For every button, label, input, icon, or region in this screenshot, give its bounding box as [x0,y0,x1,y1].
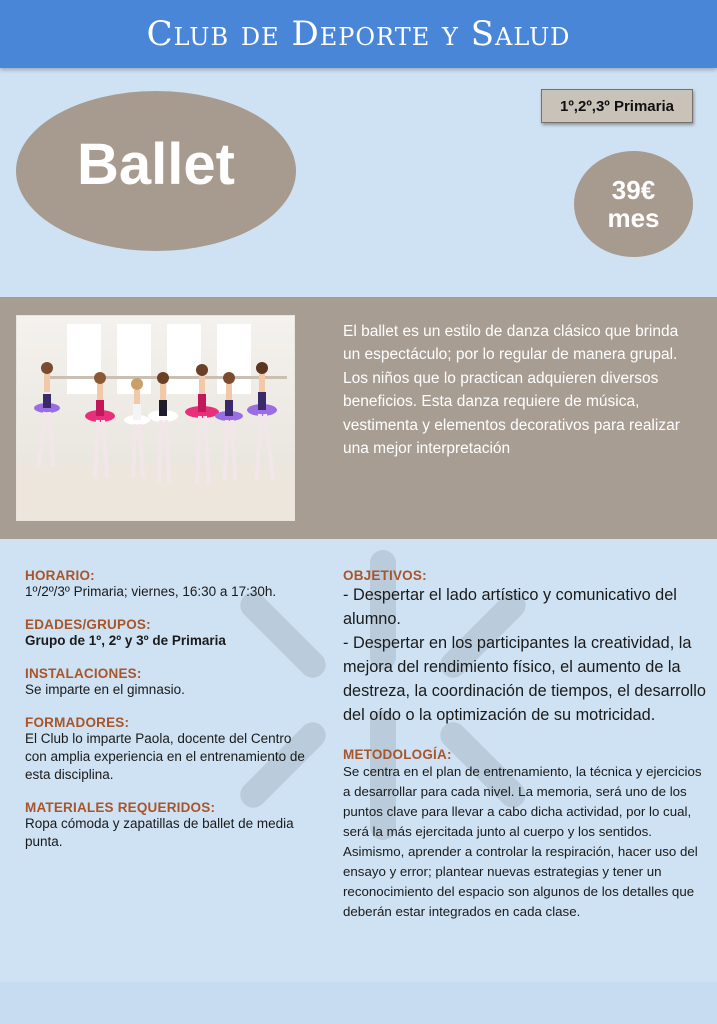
section-materiales [25,800,315,851]
metodologia-paragraph: Asimismo, aprender a controlar la respiración, hacer uso del ensayo y error; plantear nuevas estrategias y tener un reconocimiento del espacio son algunos de los detalles que deberán estar integrados en cada clase. [343,844,698,919]
formadores-heading: FORMADORES: [25,715,130,730]
instalaciones-text: Se imparte en el gimnasio. [25,682,185,697]
section-metodologia [343,747,708,922]
metodologia-paragraph: Se centra en el plan de entrenamiento, la técnica y ejercicios a desarrollar para cada nivel. La memoria, será uno de los puntos clave para llevar a cabo dicha actividad, por lo cual, será la más ejercitada junto al cuerpo y los sentidos. [343,764,702,839]
header-bar [0,0,717,68]
instalaciones-heading: INSTALACIONES: [25,666,142,681]
footer-strip [0,982,717,1024]
ballet-photo [16,315,295,521]
section-objetivos [343,568,708,727]
objetivo-item: - Despertar el lado artístico y comunicativo del alumno. [343,586,677,628]
price-badge [574,151,693,257]
details-column [343,568,708,938]
section-horario [25,568,315,601]
formadores-text: El Club lo imparte Paola, docente del Centro con amplia experiencia en el entrenamiento de esta disciplina. [25,731,305,782]
metodologia-heading: METODOLOGÍA: [343,747,452,762]
materiales-text: Ropa cómoda y zapatillas de ballet de media punta. [25,816,294,849]
club-title: Club de Deporte y Salud [146,14,571,54]
section-edades [25,617,315,650]
price-amount: 39€ [611,175,656,205]
section-formadores [25,715,315,784]
edades-heading: EDADES/GRUPOS: [25,617,151,632]
horario-text: 1º/2º/3º Primaria; viernes, 16:30 a 17:30h. [25,584,277,599]
grade-badge: 1º,2º,3º Primaria [541,89,693,123]
materiales-heading: MATERIALES REQUERIDOS: [25,800,216,815]
section-instalaciones [25,666,315,699]
edades-text: Grupo de 1º, 2º y 3º de Primaria [25,633,226,648]
info-column [25,568,315,867]
objetivo-item: - Despertar en los participantes la creatividad, la mejora del rendimiento físico, el aumento de la destreza, la coordinación de tiempos, el desarrollo del oído o la optimización de su motricidad. [343,634,706,724]
objetivos-heading: OBJETIVOS: [343,568,427,583]
activity-title: Ballet [77,131,235,197]
title-ellipse [16,91,296,251]
horario-heading: HORARIO: [25,568,95,583]
price-period: mes [607,203,660,233]
activity-description: El ballet es un estilo de danza clásico que brinda un espectáculo; por lo regular de manera grupal. Los niños que lo practican adquieren diversos beneficios. Esta danza requiere de música, vestimenta y elementos decorativos para realizar una mejor interpretación [343,323,680,458]
